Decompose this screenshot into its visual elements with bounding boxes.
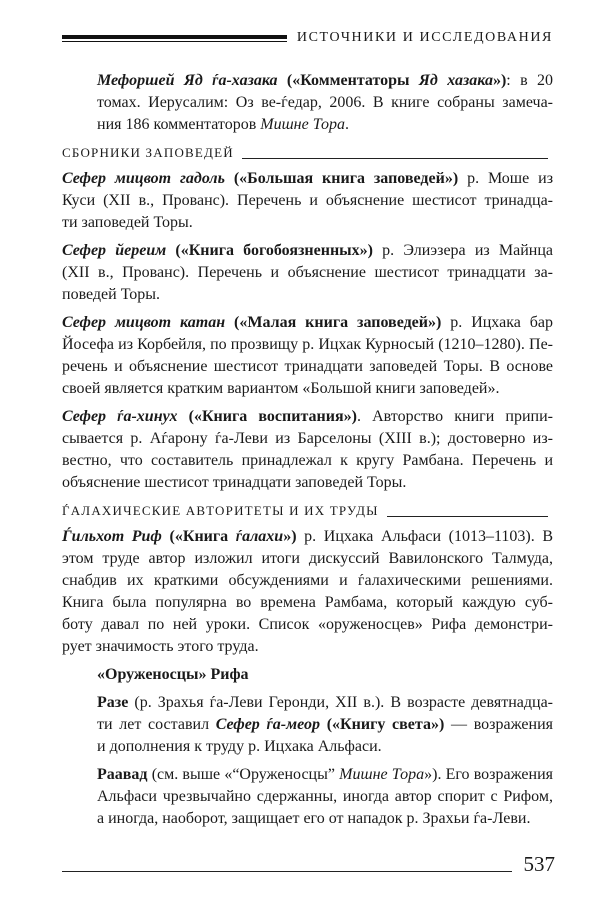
text-segment: Альфаси чрезвычайно сдержанны, иногда автор спорит с Рифом, bbox=[97, 788, 553, 805]
header-rule bbox=[62, 35, 287, 42]
text-segment: Книга была популярна во времена Рамбама, который каждую суб- bbox=[62, 594, 553, 611]
page-footer bbox=[62, 852, 555, 877]
section-heading-halachic-authorities bbox=[62, 502, 548, 520]
text-line bbox=[62, 636, 553, 658]
text-line bbox=[62, 212, 553, 234]
text-line bbox=[62, 570, 553, 592]
text-line bbox=[62, 450, 553, 472]
text-segment: ти лет составил bbox=[97, 716, 216, 733]
text-segment: Куси (XII в., Прованс). Перечень и объяснение шестисот тринадца- bbox=[62, 192, 553, 209]
text-line bbox=[62, 406, 553, 428]
text-segment: Мефоршей Яд ѓа-хазака bbox=[97, 72, 278, 89]
entry-sefer-hahinuch bbox=[62, 406, 553, 494]
page-body bbox=[62, 70, 553, 836]
section-heading-text: СБОРНИКИ ЗАПОВЕДЕЙ bbox=[62, 145, 234, 160]
text-line bbox=[97, 808, 553, 830]
section-rule bbox=[242, 158, 548, 159]
entry-sefer-mitzvot-gadol bbox=[62, 168, 553, 234]
text-line bbox=[62, 240, 553, 262]
text-segment: речень и объяснение шестисот тринадцати заповедей Торы. В основе bbox=[62, 358, 553, 375]
text-segment: снабдив их краткими обсуждениями и ѓалахическими решениями. bbox=[62, 572, 553, 589]
text-line bbox=[62, 334, 553, 356]
text-segment: этом труде автор изложил итоги дискуссий Вавилонского Талмуда, bbox=[62, 550, 553, 567]
text-segment: р. Моше из bbox=[458, 170, 554, 187]
text-segment: р. Ицхака Альфаси (1013–1103). В bbox=[296, 528, 553, 545]
text-segment: поведей Торы. bbox=[62, 286, 161, 303]
text-segment: ния 186 комментаторов bbox=[97, 116, 261, 133]
text-segment: Сефер мицвот катан bbox=[62, 314, 226, 331]
text-segment: («Книга bbox=[161, 528, 236, 545]
text-line bbox=[97, 714, 553, 736]
entry-sefer-yereim bbox=[62, 240, 553, 306]
text-segment: Йосефа из Корбейля, по прозвищу р. Ицхак Курносый (1210–1280). Пе- bbox=[62, 336, 553, 353]
text-line bbox=[97, 764, 553, 786]
text-segment: Раавад bbox=[97, 766, 148, 783]
running-head bbox=[62, 29, 553, 47]
text-segment: («Комментаторы bbox=[277, 72, 419, 89]
text-segment: Ѓильхот Риф bbox=[62, 528, 162, 545]
text-line bbox=[62, 428, 553, 450]
text-line bbox=[97, 70, 553, 92]
text-segment: : в 20 bbox=[506, 72, 554, 89]
running-head-title: ИСТОЧНИКИ И ИССЛЕДОВАНИЯ bbox=[296, 30, 553, 45]
text-segment: и дополнения к труду р. Ицхака Альфаси. bbox=[97, 738, 382, 755]
text-segment: боту давал по ней уроки. Список «оруженосцев» Рифа демонстри- bbox=[62, 616, 553, 633]
text-segment: . Авторство книги припи- bbox=[356, 408, 553, 425]
text-segment: томах. Иерусалим: Оз ве-ѓедар, 2006. В книге собраны замеча- bbox=[97, 94, 553, 111]
text-segment: Сефер ѓа-хинух bbox=[62, 408, 178, 425]
text-segment: ѓалахи bbox=[235, 528, 284, 545]
text-segment: рует значимость этого труда. bbox=[62, 638, 259, 655]
text-segment: »). Его возражения bbox=[424, 766, 554, 783]
text-line bbox=[97, 692, 553, 714]
text-line bbox=[62, 378, 553, 400]
subheading-rif-squires: «Оруженосцы» Рифа bbox=[97, 666, 249, 683]
text-segment: ти заповедей Торы. bbox=[62, 214, 193, 231]
text-segment: а иногда, наоборот, защищает его от нападок р. Зрахьи ѓа-Леви. bbox=[97, 810, 531, 827]
text-segment: (р. Зрахья ѓа-Леви Геронди, XII в.). В возрасте девятнадца- bbox=[128, 694, 553, 711]
text-line bbox=[62, 548, 553, 570]
text-segment: Сефер мицвот гадоль bbox=[62, 170, 225, 187]
entry-sefer-mitzvot-katan bbox=[62, 312, 553, 400]
text-segment: объяснение шестисот тринадцати заповедей Торы. bbox=[62, 474, 407, 491]
text-segment: (XII в., Прованс). Перечень и объяснение шестисот тринадцати за- bbox=[62, 264, 553, 281]
text-line bbox=[62, 190, 553, 212]
text-segment: («Большая книга заповедей») bbox=[224, 170, 459, 187]
text-segment: (см. выше «“Оруженосцы” bbox=[147, 766, 340, 783]
entry-meforshei-yad-hahazaka bbox=[97, 70, 553, 136]
text-line bbox=[97, 736, 553, 758]
text-segment: вестно, что составитель принадлежал к кругу Рамбана. Перечень и bbox=[62, 452, 553, 469]
text-segment: («Книгу света») bbox=[320, 716, 445, 733]
text-segment: . bbox=[345, 116, 350, 133]
text-line bbox=[97, 114, 553, 136]
text-segment: своей является кратким вариантом «Большой книги заповедей». bbox=[62, 380, 500, 397]
text-line bbox=[62, 472, 553, 494]
text-segment: Мишне Тора bbox=[260, 116, 346, 133]
text-segment: Яд хазака bbox=[418, 72, 493, 89]
text-segment: («Книга богобоязненных») bbox=[166, 242, 373, 259]
footer-rule bbox=[62, 871, 512, 872]
text-line bbox=[62, 262, 553, 284]
entry-hilchot-rif bbox=[62, 526, 553, 658]
entry-raavad bbox=[97, 764, 553, 830]
text-line bbox=[62, 168, 553, 190]
section-rule bbox=[387, 516, 548, 517]
page-number: 537 bbox=[523, 852, 555, 876]
text-segment: р. Элиэзера из Майнца bbox=[373, 242, 554, 259]
text-segment: — возражения bbox=[444, 716, 554, 733]
text-line bbox=[97, 92, 553, 114]
section-heading-mitzvot bbox=[62, 144, 548, 162]
text-segment: ») bbox=[283, 528, 297, 545]
section-heading-text: ЃАЛАХИЧЕСКИЕ АВТОРИТЕТЫ И ИХ ТРУДЫ bbox=[62, 503, 379, 518]
text-segment: («Книга воспитания») bbox=[177, 408, 357, 425]
text-segment: Разе bbox=[97, 694, 129, 711]
text-segment: («Малая книга заповедей») bbox=[225, 314, 442, 331]
text-segment: Мишне Тора bbox=[339, 766, 425, 783]
text-segment: сывается р. Аѓарону ѓа-Леви из Барселоны (XIII в.); достоверно из- bbox=[62, 430, 553, 447]
text-line bbox=[62, 356, 553, 378]
text-line bbox=[97, 786, 553, 808]
text-line bbox=[62, 526, 553, 548]
text-line bbox=[62, 284, 553, 306]
text-segment: ») bbox=[492, 72, 507, 89]
text-segment: р. Ицхака бар bbox=[441, 314, 554, 331]
entry-raze bbox=[97, 692, 553, 758]
text-segment: Сефер ѓа-меор bbox=[215, 716, 320, 733]
text-line bbox=[62, 592, 553, 614]
text-line bbox=[62, 312, 553, 334]
text-line bbox=[62, 614, 553, 636]
text-segment: Сефер йереим bbox=[62, 242, 167, 259]
